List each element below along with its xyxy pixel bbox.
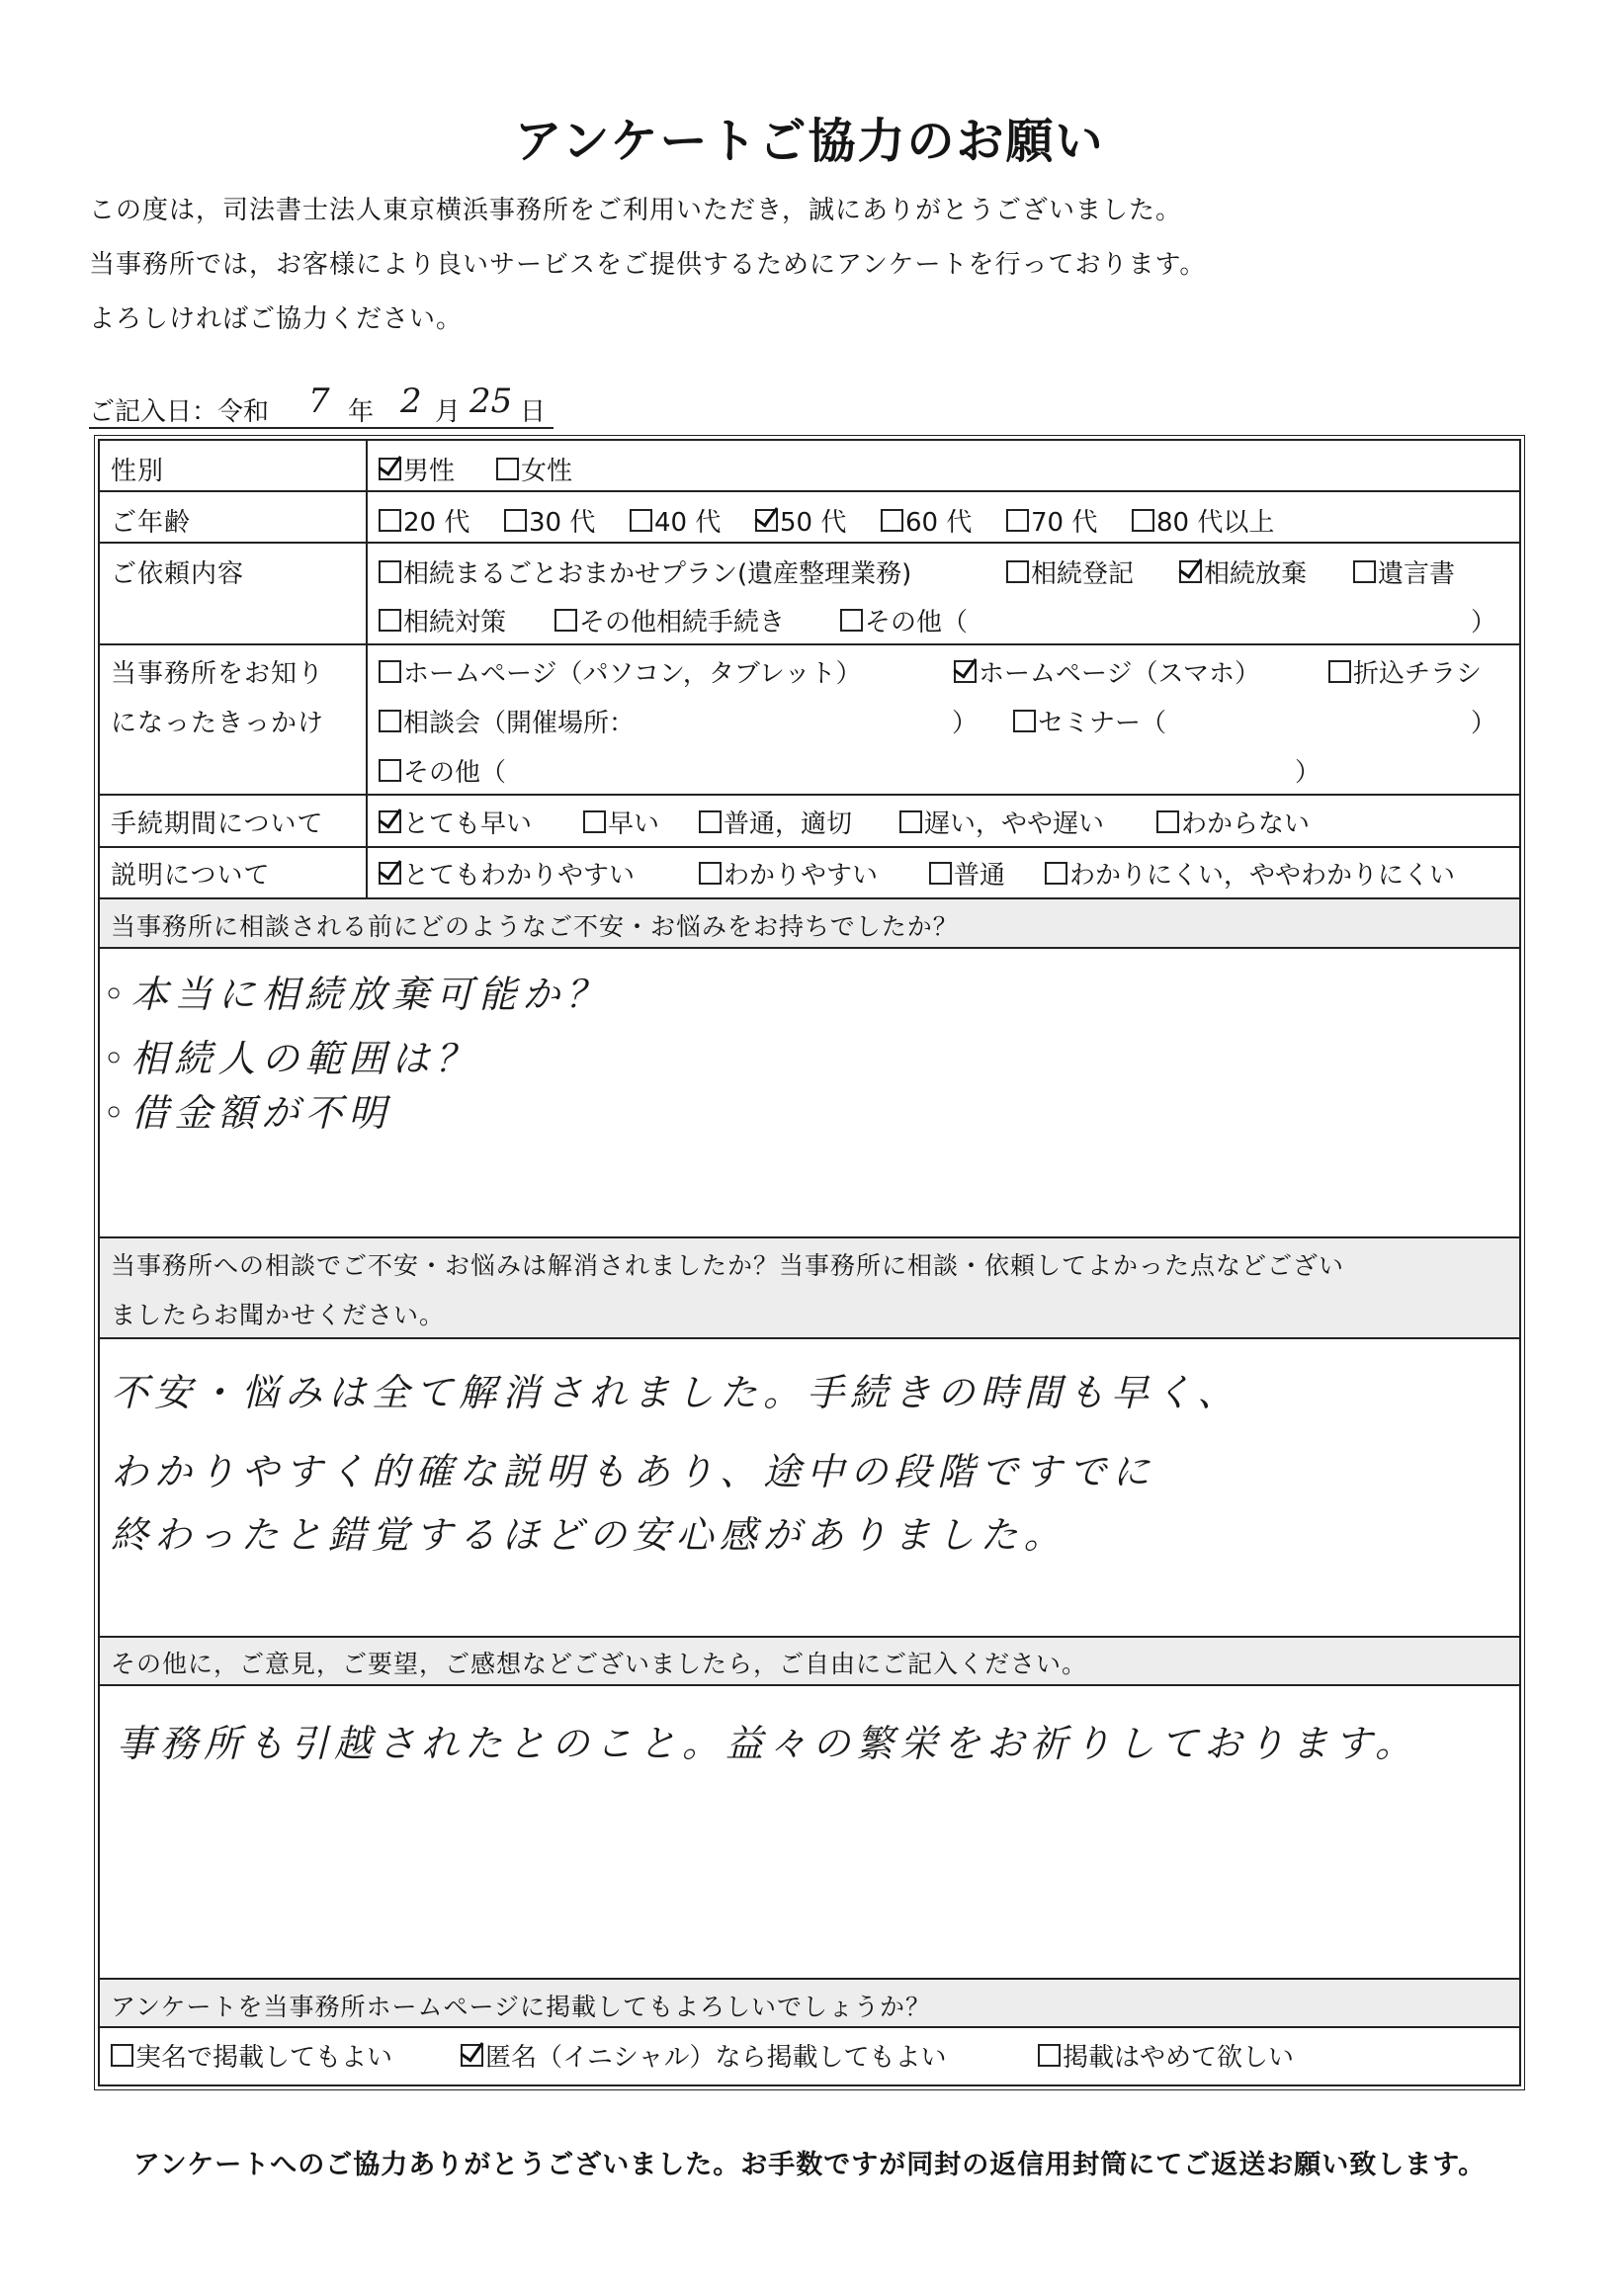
- row-divider: [100, 794, 1519, 796]
- checkbox[interactable]: [554, 609, 577, 632]
- checkbox-checked[interactable]: [1179, 560, 1202, 583]
- page-title: アンケートご協力のお願い: [514, 114, 1105, 169]
- intro-line-3: よろしければご協力ください。: [89, 304, 464, 334]
- request-option[interactable]: 遺言書: [1353, 553, 1455, 590]
- checkbox-checked[interactable]: [379, 810, 401, 833]
- checkbox-checked[interactable]: [755, 509, 778, 532]
- checkbox[interactable]: [583, 810, 606, 833]
- age-option[interactable]: 80 代以上: [1132, 502, 1274, 539]
- checkbox[interactable]: [379, 560, 401, 583]
- q2-question-line-2: ましたらお聞かせください。: [111, 1301, 446, 1329]
- checkbox[interactable]: [1353, 560, 1376, 583]
- source-option[interactable]: 折込チラシ: [1328, 653, 1482, 690]
- source-option[interactable]: その他（: [379, 752, 506, 789]
- checkbox-checked[interactable]: [461, 2044, 483, 2067]
- age-option[interactable]: 30 代: [504, 502, 595, 539]
- age-option[interactable]: 70 代: [1006, 502, 1097, 539]
- date-day[interactable]: 25: [469, 382, 513, 421]
- checkbox[interactable]: [840, 609, 863, 632]
- close-paren: ）: [952, 709, 979, 738]
- duration-option[interactable]: わからない: [1156, 804, 1310, 840]
- age-label: ご年齢: [111, 508, 192, 538]
- publish-option[interactable]: 実名で掲載してもよい: [111, 2037, 392, 2074]
- checkbox-checked[interactable]: [379, 458, 401, 480]
- checkbox[interactable]: [379, 759, 401, 782]
- duration-option[interactable]: 普通，適切: [699, 804, 852, 840]
- age-option[interactable]: 60 代: [881, 502, 972, 539]
- row-divider: [100, 1236, 1519, 1238]
- request-option[interactable]: 相続登記: [1006, 553, 1134, 590]
- q2-answer-line-2[interactable]: わかりやすく的確な説明もあり、途中の段階ですでに: [111, 1450, 1156, 1493]
- row-divider: [100, 1684, 1519, 1686]
- row-divider: [100, 1978, 1519, 1980]
- row-divider: [100, 1636, 1519, 1638]
- source-option[interactable]: ホームページ（パソコン，タブレット）: [379, 653, 862, 690]
- checkbox[interactable]: [630, 509, 652, 532]
- checkbox[interactable]: [1013, 710, 1036, 732]
- footer-note: アンケートへのご協力ありがとうございました。お手数ですが同封の返信用封筒にてご返送お願い致します。: [132, 2150, 1487, 2180]
- checkbox[interactable]: [699, 862, 722, 885]
- date-month-unit: 月: [435, 397, 462, 427]
- q1-answer-line-2[interactable]: ◦相続人の範囲は？: [103, 1037, 479, 1080]
- duration-option[interactable]: 遅い，やや遅い: [899, 804, 1104, 840]
- q3-answer-line-1[interactable]: 事務所も引越されたとのこと。益々の繁栄をお祈りしております。: [117, 1722, 1418, 1765]
- source-option[interactable]: 相談会（開催場所：: [379, 703, 635, 739]
- entry-date: [89, 382, 563, 427]
- checkbox[interactable]: [379, 509, 401, 532]
- row-divider: [100, 897, 1519, 899]
- publish-option[interactable]: 掲載はやめて欲しい: [1038, 2037, 1294, 2074]
- checkbox[interactable]: [881, 509, 903, 532]
- q2-question-line-1: 当事務所への相談でご不安・お悩みは解消されましたか？当事務所に相談・依頼してよかった点などござい: [111, 1251, 1345, 1280]
- checkbox[interactable]: [379, 660, 401, 683]
- source-option[interactable]: セミナー（: [1013, 703, 1166, 739]
- gender-option-male[interactable]: 男性: [379, 451, 455, 487]
- intro-line-1: この度は，司法書士法人東京横浜事務所をご利用いただき，誠にありがとうございました。: [89, 196, 1182, 225]
- date-year[interactable]: 7: [308, 382, 330, 421]
- source-option[interactable]: ホームページ（スマホ）: [954, 653, 1260, 690]
- date-year-unit: 年: [348, 397, 375, 427]
- duration-label: 手続期間について: [111, 809, 324, 839]
- q1-question: 当事務所に相談される前にどのようなご不安・お悩みをお持ちでしたか？: [111, 912, 959, 941]
- request-option[interactable]: 相続対策: [379, 602, 506, 638]
- explanation-label: 説明について: [111, 861, 271, 891]
- checkbox[interactable]: [379, 710, 401, 732]
- age-option[interactable]: 50 代: [755, 502, 846, 539]
- publish-question: アンケートを当事務所ホームページに掲載してもよろしいでしょうか？: [111, 1993, 932, 2021]
- close-paren: ）: [1471, 709, 1497, 738]
- gender-label: 性別: [111, 457, 165, 486]
- checkbox[interactable]: [1328, 660, 1351, 683]
- date-day-unit: 日: [520, 397, 547, 427]
- q1-answer-line-3[interactable]: ◦借金額が不明: [103, 1091, 392, 1135]
- duration-option[interactable]: とても早い: [379, 804, 532, 840]
- age-option[interactable]: 40 代: [630, 502, 721, 539]
- checkbox-checked[interactable]: [954, 660, 977, 683]
- close-paren: ）: [1471, 608, 1497, 638]
- checkbox[interactable]: [1006, 560, 1029, 583]
- source-label-line-2: になったきっかけ: [111, 709, 325, 738]
- explanation-option[interactable]: わかりにくい，ややわかりにくい: [1045, 855, 1455, 892]
- checkbox[interactable]: [699, 810, 722, 833]
- source-label-line-1: 当事務所をお知り: [111, 659, 325, 689]
- row-divider: [100, 1337, 1519, 1339]
- column-divider: [366, 441, 368, 897]
- explanation-option[interactable]: わかりやすい: [699, 855, 878, 892]
- date-label: ご記入日：令和: [89, 397, 270, 427]
- intro-line-2: 当事務所では，お客様により良いサービスをご提供するためにアンケートを行っております。: [89, 250, 1207, 280]
- checkbox[interactable]: [111, 2044, 133, 2067]
- checkbox[interactable]: [1156, 810, 1179, 833]
- request-option-other[interactable]: その他（: [840, 602, 968, 638]
- request-label: ご依頼内容: [111, 559, 245, 589]
- checkbox[interactable]: [1038, 2044, 1061, 2067]
- q1-answer-line-1[interactable]: ◦本当に相続放棄可能か？: [103, 973, 610, 1016]
- checkbox[interactable]: [379, 609, 401, 632]
- checkbox[interactable]: [1132, 509, 1154, 532]
- row-divider: [100, 2026, 1519, 2028]
- publish-option[interactable]: 匿名（イニシャル）なら掲載してもよい: [461, 2037, 946, 2074]
- checkbox[interactable]: [504, 509, 527, 532]
- row-divider: [100, 542, 1519, 544]
- request-option[interactable]: その他相続手続き: [554, 602, 785, 638]
- row-divider: [100, 490, 1519, 492]
- q2-answer-line-3[interactable]: 終わったと錯覚するほどの安心感がありました。: [111, 1513, 1067, 1557]
- request-option[interactable]: 相続放棄: [1179, 553, 1307, 590]
- age-option[interactable]: 20 代: [379, 502, 469, 539]
- request-option[interactable]: 相続まるごとおまかせプラン(遺産整理業務): [379, 553, 911, 590]
- checkbox[interactable]: [1006, 509, 1029, 532]
- checkbox[interactable]: [1045, 862, 1067, 885]
- date-month[interactable]: 2: [400, 382, 422, 421]
- q2-answer-line-1[interactable]: 不安・悩みは全て解消されました。手続きの時間も早く、: [111, 1371, 1241, 1414]
- date-underline: [89, 427, 554, 429]
- duration-option[interactable]: 早い: [583, 804, 659, 840]
- q3-question: その他に，ご意見，ご要望，ご感想などございましたら，ご自由にご記入ください。: [111, 1650, 1088, 1678]
- checkbox[interactable]: [496, 458, 519, 480]
- explanation-option[interactable]: とてもわかりやすい: [379, 855, 635, 892]
- checkbox[interactable]: [899, 810, 922, 833]
- row-divider: [100, 643, 1519, 645]
- checkbox[interactable]: [929, 862, 952, 885]
- gender-option-female[interactable]: 女性: [496, 451, 572, 487]
- row-divider: [100, 846, 1519, 848]
- explanation-option[interactable]: 普通: [929, 855, 1005, 892]
- checkbox-checked[interactable]: [379, 862, 401, 885]
- close-paren: ）: [1295, 758, 1321, 788]
- row-divider: [100, 947, 1519, 949]
